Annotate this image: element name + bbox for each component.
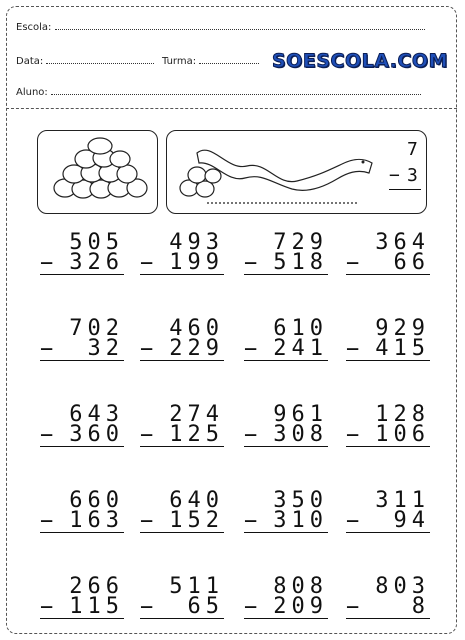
subtraction-problem [40,574,128,618]
minus-sign: − [244,595,258,620]
minus-sign: − [346,595,360,620]
subtrahend: 199 [169,250,224,275]
snake-illustration [166,130,427,214]
minuend: 364 [375,230,430,255]
answer-line[interactable] [244,446,328,447]
answer-line[interactable] [346,618,430,619]
subtraction-problem [140,488,228,532]
data-line [46,54,154,64]
minuend: 640 [169,488,224,513]
subtrahend: 229 [169,336,224,361]
minuend: 350 [273,488,328,513]
aluno-label: Aluno: [16,87,48,98]
subtrahend: 152 [169,508,224,533]
subtraction-problem [140,402,228,446]
answer-line[interactable] [244,618,328,619]
subtraction-problem [40,316,128,360]
minuend: 929 [375,316,430,341]
minus-sign: − [40,251,54,276]
minuend: 643 [69,402,124,427]
answer-line[interactable] [40,618,124,619]
subtraction-problem [40,230,128,274]
subtraction-problem [244,488,332,532]
subtrahend: 106 [375,422,430,447]
eggs-illustration [37,130,158,214]
subtrahend: 65 [187,594,224,619]
subtraction-problem [244,402,332,446]
data-field[interactable] [16,54,154,67]
minuend: 961 [273,402,328,427]
subtraction-problem [244,574,332,618]
subtraction-problem [140,316,228,360]
subtraction-problem [140,574,228,618]
answer-line[interactable] [40,274,124,275]
minuend: 610 [273,316,328,341]
minus-sign: − [244,251,258,276]
subtrahend: 66 [393,250,430,275]
subtrahend: 241 [273,336,328,361]
subtraction-problem [244,316,332,360]
minuend: 505 [69,230,124,255]
minus-sign: − [346,251,360,276]
subtrahend: 415 [375,336,430,361]
minus-sign: − [40,337,54,362]
subtrahend: 209 [273,594,328,619]
answer-line[interactable] [40,360,124,361]
answer-line[interactable] [346,446,430,447]
soescola-logo: SOESCOLA.COM [272,50,448,72]
subtrahend: 326 [69,250,124,275]
subtrahend: 125 [169,422,224,447]
subtraction-problem [346,488,434,532]
snake-icon [167,131,387,211]
subtrahend: 115 [69,594,124,619]
subtraction-problem [40,402,128,446]
answer-line[interactable] [244,532,328,533]
subtrahend: 94 [393,508,430,533]
escola-line [55,20,425,30]
minuend: 660 [69,488,124,513]
answer-line[interactable] [140,274,224,275]
minus-sign: − [140,509,154,534]
minuend: 493 [169,230,224,255]
minus-sign: − [244,423,258,448]
minus-sign: − [140,423,154,448]
example-bottom-number: 3 [407,165,418,186]
minus-sign: − [346,509,360,534]
minus-sign: − [40,509,54,534]
example-minus-sign: − [389,165,400,186]
answer-line[interactable] [346,274,430,275]
minus-sign: − [244,509,258,534]
answer-line[interactable] [244,274,328,275]
subtrahend: 8 [411,594,430,619]
subtraction-problem [346,316,434,360]
minuend: 511 [169,574,224,599]
minuend: 803 [375,574,430,599]
minus-sign: − [40,595,54,620]
answer-line[interactable] [40,446,124,447]
answer-line[interactable] [140,532,224,533]
minuend: 266 [69,574,124,599]
minus-sign: − [346,337,360,362]
minus-sign: − [244,337,258,362]
minuend: 128 [375,402,430,427]
eggs-pile-icon [38,131,156,211]
minus-sign: − [140,595,154,620]
subtraction-problem [140,230,228,274]
minus-sign: − [140,337,154,362]
subtrahend: 32 [87,336,124,361]
answer-line[interactable] [140,360,224,361]
answer-line[interactable] [40,532,124,533]
turma-field[interactable] [162,54,259,67]
answer-line[interactable] [140,618,224,619]
answer-line[interactable] [244,360,328,361]
escola-label: Escola: [16,22,52,33]
minus-sign: − [140,251,154,276]
minuend: 311 [375,488,430,513]
subtrahend: 310 [273,508,328,533]
subtrahend: 308 [273,422,328,447]
minus-sign: − [346,423,360,448]
minuend: 274 [169,402,224,427]
subtrahend: 163 [69,508,124,533]
escola-field[interactable] [16,20,425,33]
minuend: 460 [169,316,224,341]
subtraction-problem [346,574,434,618]
subtraction-problem [346,230,434,274]
minuend: 808 [273,574,328,599]
subtraction-problem [346,402,434,446]
answer-line[interactable] [346,532,430,533]
example-answer-line [389,189,421,190]
subtrahend: 360 [69,422,124,447]
subtrahend: 518 [273,250,328,275]
minuend: 702 [69,316,124,341]
minuend: 729 [273,230,328,255]
minus-sign: − [40,423,54,448]
header-separator [6,108,457,109]
aluno-line [51,85,421,95]
aluno-field[interactable] [16,85,421,98]
example-top-number: 7 [407,139,418,160]
answer-line[interactable] [140,446,224,447]
turma-label: Turma: [162,56,197,67]
subtraction-problem [244,230,332,274]
subtraction-problem [40,488,128,532]
answer-line[interactable] [346,360,430,361]
data-label: Data: [16,56,44,67]
turma-line [199,54,259,64]
